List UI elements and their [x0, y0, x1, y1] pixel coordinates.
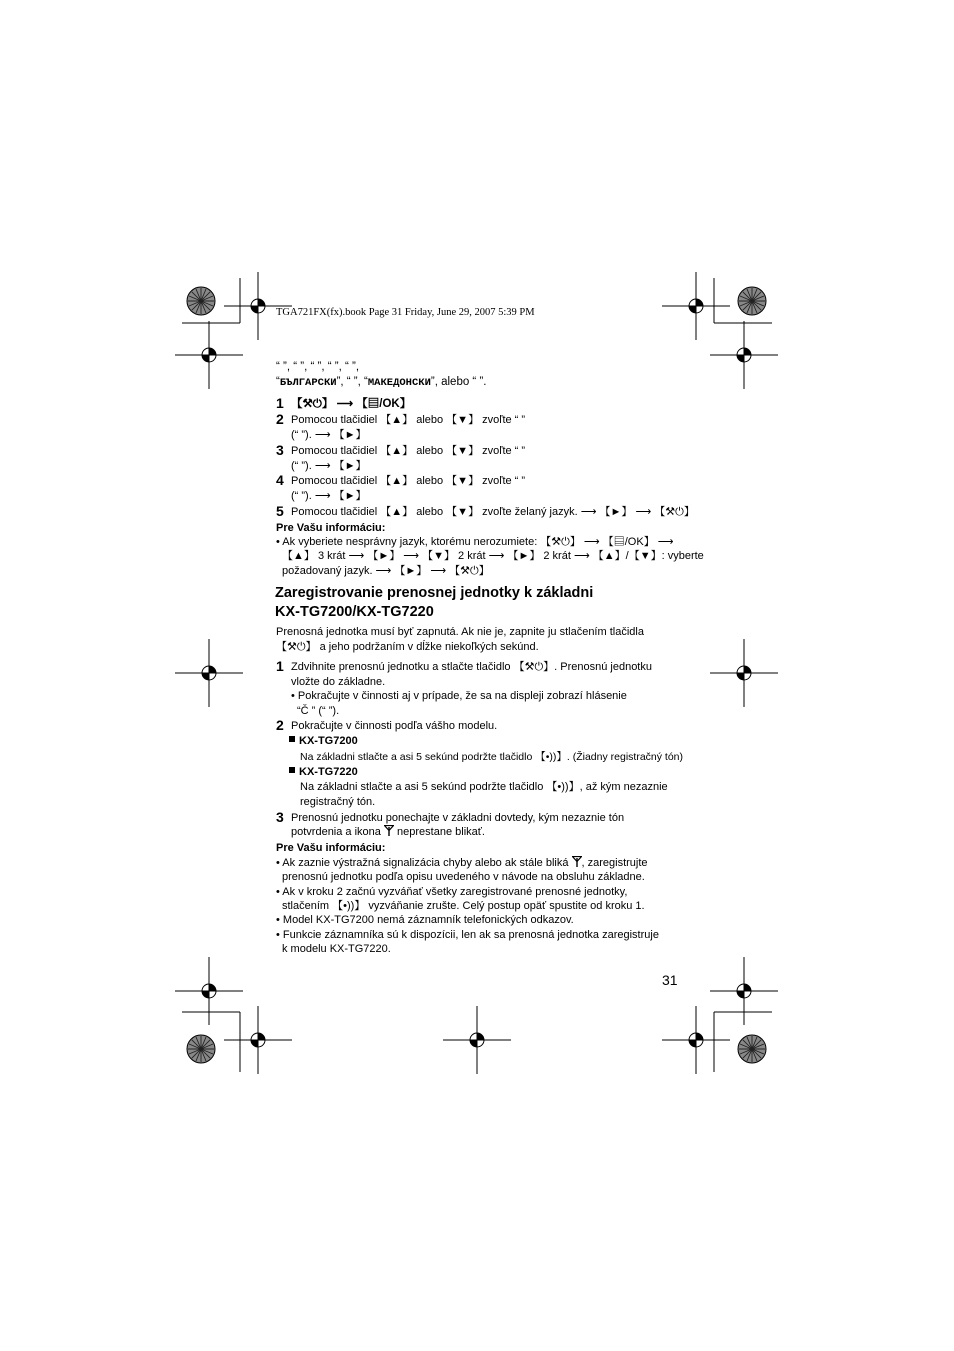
starburst-color-mark: [738, 287, 766, 315]
step-text: Zdvihnite prenosnú jednotku a stlačte tlačidlo 【⚒⏻】. Prenosnú jednotku: [291, 661, 652, 673]
crosshair-registration-mark: [662, 1006, 730, 1074]
info-bullet: • Model KX-TG7200 nemá záznamník telefonických odkazov.: [276, 914, 574, 926]
step-text: Pomocou tlačidiel 【▲】 alebo 【▼】 zvoľte “ ”: [291, 414, 526, 426]
section-intro: 【⚒⏻】 a jeho podržaním v dĺžke niekoľkých sekúnd.: [276, 641, 539, 653]
step-number: 1: [276, 658, 284, 674]
crosshair-registration-mark: [224, 272, 292, 340]
language-macedonian: МАКЕДОНСКИ: [367, 377, 431, 389]
section-subtitle: KX-TG7200/KX-TG7220: [275, 604, 434, 620]
step-text: Pomocou tlačidiel 【▲】 alebo 【▼】 zvoľte “ ”: [291, 445, 526, 457]
model-instruction: registračný tón.: [300, 796, 376, 808]
section-title: Zaregistrovanie prenosnej jednotky k základni: [275, 585, 594, 601]
step-text: 【⚒⏻】 ⟶ 【▤/OK】: [291, 398, 412, 410]
crosshair-registration-mark: [710, 639, 778, 707]
step-number: 3: [276, 442, 284, 458]
step-bullet-continued: “Č ” (“ ”).: [297, 705, 340, 717]
crosshair-registration-mark: [224, 1006, 292, 1074]
model-instruction: Na základni stlačte a asi 5 sekúnd podržte tlačidlo 【•))】. (Žiadny registračný tón): [300, 751, 684, 763]
step-number: 3: [276, 809, 284, 825]
step-text: potvrdenia a ikona neprestane blikať.: [291, 826, 485, 838]
step-number: 5: [276, 503, 284, 519]
info-bullet-continued: stlačením 【•))】 vyzváňanie zrušte. Celý postup opäť spustite od kroku 1.: [282, 900, 645, 912]
antenna-icon: [384, 825, 394, 836]
crosshair-registration-mark: [443, 1006, 511, 1074]
crosshair-registration-mark: [662, 272, 730, 340]
language-list-line-2: “БЪЛГАРСКИ”, “ ”, “МАКЕДОНСКИ”, alebo “ ”.: [276, 376, 487, 389]
model-instruction: Na základni stlačte a asi 5 sekúnd podržte tlačidlo 【•))】, až kým nezaznie: [300, 781, 668, 793]
step-number: 2: [276, 411, 284, 427]
starburst-color-mark: [187, 1035, 215, 1063]
square-bullet-icon: [289, 736, 295, 742]
model-heading: KX-TG7200: [289, 734, 358, 749]
print-header: TGA721FX(fx).book Page 31 Friday, June 29, 2007 5:39 PM: [276, 307, 535, 318]
step-text-continued: (“ ”). ⟶ 【►】: [291, 429, 367, 441]
info-bullet-continued: požadovaný jazyk. ⟶ 【►】 ⟶ 【⚒⏻】: [282, 565, 490, 577]
step-number: 2: [276, 717, 284, 733]
info-bullet-continued: 【▲】 3 krát ⟶ 【►】 ⟶ 【▼】 2 krát ⟶ 【►】 2 krát ⟶ 【▲】/【▼】: vyberte: [282, 550, 704, 562]
info-bullet-continued: k modelu KX-TG7220.: [282, 943, 391, 955]
language-bulgarian: БЪЛГАРСКИ: [279, 377, 337, 389]
step-text: Prenosnú jednotku ponechajte v základni dovtedy, kým nezaznie tón: [291, 812, 625, 824]
page-number: 31: [662, 972, 678, 988]
crosshair-registration-mark: [710, 321, 778, 389]
step-text: Pokračujte v činnosti podľa vášho modelu.: [291, 720, 498, 732]
crosshair-registration-mark: [710, 957, 778, 1025]
starburst-color-mark: [738, 1035, 766, 1063]
section-intro: Prenosná jednotka musí byť zapnutá. Ak nie je, zapnite ju stlačením tlačidla: [276, 626, 644, 638]
step-text: Pomocou tlačidiel 【▲】 alebo 【▼】 zvoľte želaný jazyk. ⟶ 【►】 ⟶ 【⚒⏻】: [291, 506, 695, 518]
crosshair-registration-mark: [175, 321, 243, 389]
info-bullet: • Ak vyberiete nesprávny jazyk, ktorému nerozumiete: 【⚒⏻】 ⟶ 【▤/OK】 ⟶: [276, 536, 674, 548]
language-list-line-1: “ ”, “ ”, “ ”, “ ”, “ ”,: [276, 361, 360, 373]
info-title: Pre Vašu informáciu:: [276, 522, 386, 534]
crosshair-registration-mark: [175, 957, 243, 1025]
model-heading: KX-TG7220: [289, 765, 358, 780]
step-text: Pomocou tlačidiel 【▲】 alebo 【▼】 zvoľte “ ”: [291, 475, 526, 487]
info-bullet: • Ak zaznie výstražná signalizácia chyby alebo ak stále bliká , zaregistrujte: [276, 857, 648, 869]
antenna-icon: [572, 856, 582, 867]
step-text-continued: (“ ”). ⟶ 【►】: [291, 460, 367, 472]
step-text: vložte do základne.: [291, 676, 386, 688]
info-title: Pre Vašu informáciu:: [276, 842, 386, 854]
info-bullet: • Ak v kroku 2 začnú vyzváňať všetky zaregistrované prenosné jednotky,: [276, 886, 628, 898]
info-bullet-continued: prenosnú jednotku podľa opisu uvedeného v návode na obsluhu základne.: [282, 871, 645, 883]
step-number: 1: [276, 395, 284, 411]
step-bullet: • Pokračujte v činnosti aj v prípade, že sa na displeji zobrazí hlásenie: [291, 690, 627, 702]
square-bullet-icon: [289, 767, 295, 773]
step-number: 4: [276, 472, 284, 488]
crosshair-registration-mark: [175, 639, 243, 707]
info-bullet: • Funkcie záznamníka sú k dispozícii, len ak sa prenosná jednotka zaregistruje: [276, 929, 659, 941]
step-text-continued: (“ ”). ⟶ 【►】: [291, 490, 367, 502]
starburst-color-mark: [187, 287, 215, 315]
